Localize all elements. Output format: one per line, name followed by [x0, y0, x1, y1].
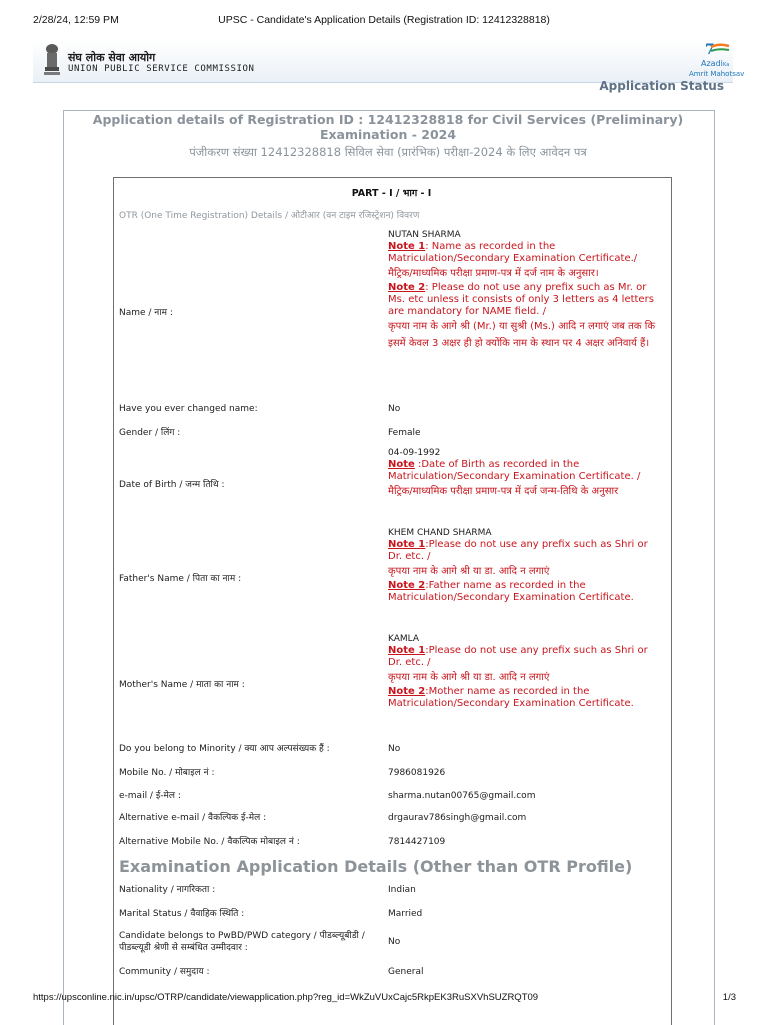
email-label: e-mail / ई-मेल :	[119, 791, 181, 801]
mobile-label: Mobile No. / मोबाइल नं :	[119, 768, 215, 778]
nationality-value: Indian	[388, 885, 416, 895]
org-name-hindi: संघ लोक सेवा आयोग	[68, 51, 156, 64]
marital-status-label: Marital Status / वैवाहिक स्थिति :	[119, 909, 245, 919]
dob-value: 04-09-1992	[388, 448, 441, 458]
nationality-label: Nationality / नागरिकता :	[119, 885, 216, 895]
page-number: 1/3	[722, 992, 736, 1003]
otr-section-heading: OTR (One Time Registration) Details / ओटीआर (वन टाइम रजिस्ट्रेशन) विवरण	[119, 211, 420, 221]
note-hindi: मैट्रिक/माध्यमिक परीक्षा प्रमाण-पत्र में दर्ज नाम के अनुसार।	[388, 268, 599, 279]
svg-text:7: 7	[705, 42, 715, 58]
alt-mobile-value: 7814427109	[388, 837, 446, 847]
email-value: sharma.nutan00765@gmail.com	[388, 791, 536, 801]
note-text: : Name as recorded in the Matriculation/Secondary Examination Certificate./	[388, 241, 638, 264]
father-name-label: Father's Name / पिता का नाम :	[119, 574, 242, 584]
svg-text:Ka: Ka	[723, 62, 730, 68]
note-hindi: कृपया नाम के आगे श्री या डा. आदि न लगाएं	[388, 566, 550, 577]
note-hindi: कृपया नाम के आगे श्री (Mr.) या सुश्री (Ms.) आदि न लगाएं जब तक कि इसमें केवल 3 अक्षर ही हो क्योंकि नाम के स्थान पर 4 अक्षर अनिवार्य हैं।	[388, 321, 655, 349]
dob-value-cell	[388, 447, 658, 500]
note-hindi: कृपया नाम के आगे श्री या डा. आदि न लगाएं	[388, 672, 550, 683]
note-tag: Note 2	[388, 580, 426, 591]
note-tag: Note 1	[388, 539, 426, 550]
mobile-value: 7986081926	[388, 768, 446, 778]
alt-mobile-label: Alternative Mobile No. / वैकल्पिक मोबाइल नं :	[119, 837, 300, 847]
gender-value: Female	[388, 428, 421, 438]
pwbd-value: No	[388, 937, 401, 947]
exam-details-heading: Examination Application Details (Other than OTR Profile)	[119, 857, 633, 876]
father-name-value: KHEM CHAND SHARMA	[388, 528, 492, 538]
mother-note-2	[388, 686, 658, 710]
note-text: :Please do not use any prefix such as Shri or Dr. etc. /	[388, 539, 648, 562]
note-text: :Please do not use any prefix such as Shri or Dr. etc. /	[388, 645, 648, 668]
father-note-2	[388, 580, 658, 604]
community-value: General	[388, 967, 424, 977]
name-label: Name / नाम :	[119, 308, 173, 318]
part-heading: PART - I / भाग - I	[351, 188, 432, 199]
mother-name-label: Mother's Name / माता का नाम :	[119, 680, 245, 690]
name-value: NUTAN SHARMA	[388, 230, 461, 240]
name-note-2	[388, 282, 658, 352]
name-value-cell	[388, 229, 658, 352]
father-value-cell	[388, 527, 658, 604]
name-note-1	[388, 241, 658, 282]
gender-label: Gender / लिंग :	[119, 428, 181, 438]
svg-text:Azadi: Azadi	[701, 59, 723, 68]
note-text: :Mother name as recorded in the Matriculation/Secondary Examination Certificate.	[388, 686, 634, 709]
note-text: :Father name as recorded in the Matriculation/Secondary Examination Certificate.	[388, 580, 634, 603]
note-tag: Note 1	[388, 241, 426, 252]
marital-status-value: Married	[388, 909, 423, 919]
page-url: https://upsconline.nic.in/upsc/OTRP/candidate/viewapplication.php?reg_id=WkZuVUxCajc5RkpEK3RuSXVhSUZRQT09	[33, 992, 539, 1003]
note-hindi: मैट्रिक/माध्यमिक परीक्षा प्रमाण-पत्र में दर्ज जन्म-तिथि के अनुसार	[388, 486, 619, 497]
svg-text:Amrit Mahotsav: Amrit Mahotsav	[689, 70, 745, 78]
note-text: :Date of Birth as recorded in the Matriculation/Secondary Examination Certificate. /	[388, 459, 641, 482]
minority-value: No	[388, 744, 401, 754]
application-status-link[interactable]: Application Status	[599, 79, 724, 93]
alt-email-label: Alternative e-mail / वैकल्पिक ई-मेल :	[119, 813, 267, 823]
note-tag: Note 2	[388, 686, 426, 697]
org-name-english: UNION PUBLIC SERVICE COMMISSION	[68, 64, 255, 74]
mother-name-value: KAMLA	[388, 634, 420, 644]
pwbd-label: Candidate belongs to PwBD/PWD category / पीडब्ल्यूबीडी / पीडब्ल्यूडी श्रेणी से सम्बंधित उम्मीदवार :	[119, 931, 365, 953]
dob-note	[388, 459, 658, 500]
azadi-ka-amrit-mahotsav-logo-icon	[669, 41, 745, 79]
note-tag: Note 2	[388, 282, 426, 293]
application-title: Application details of Registration ID : 12412328818 for Civil Services (Preliminary) Examination - 2024	[92, 112, 684, 142]
print-page-title: UPSC - Candidate's Application Details (Registration ID: 12412328818)	[218, 14, 550, 26]
changed-name-label: Have you ever changed name:	[119, 404, 258, 414]
note-tag: Note 1	[388, 645, 426, 656]
community-label: Community / समुदाय :	[119, 967, 210, 977]
changed-name-value: No	[388, 404, 401, 414]
state-emblem-icon	[42, 43, 62, 77]
upsc-banner	[33, 40, 745, 83]
print-datetime: 2/28/24, 12:59 PM	[33, 14, 119, 26]
mother-value-cell	[388, 633, 658, 710]
minority-label: Do you belong to Minority / क्या आप अल्पसंख्यक हैं :	[119, 744, 330, 754]
note-tag: Note	[388, 459, 415, 470]
mother-note-1	[388, 645, 658, 686]
dob-label: Date of Birth / जन्म तिथि :	[119, 480, 225, 490]
father-note-1	[388, 539, 658, 580]
note-text: : Please do not use any prefix such as Mr. or Ms. etc unless it consists of only 3 letters as 4 letters are mandatory for NAME field. /	[388, 282, 654, 317]
alt-email-value: drgaurav786singh@gmail.com	[388, 813, 527, 823]
application-title-hindi: पंजीकरण संख्या 12412328818 सिविल सेवा (प्रारंभिक) परीक्षा-2024 के लिए आवेदन पत्र	[189, 145, 587, 159]
